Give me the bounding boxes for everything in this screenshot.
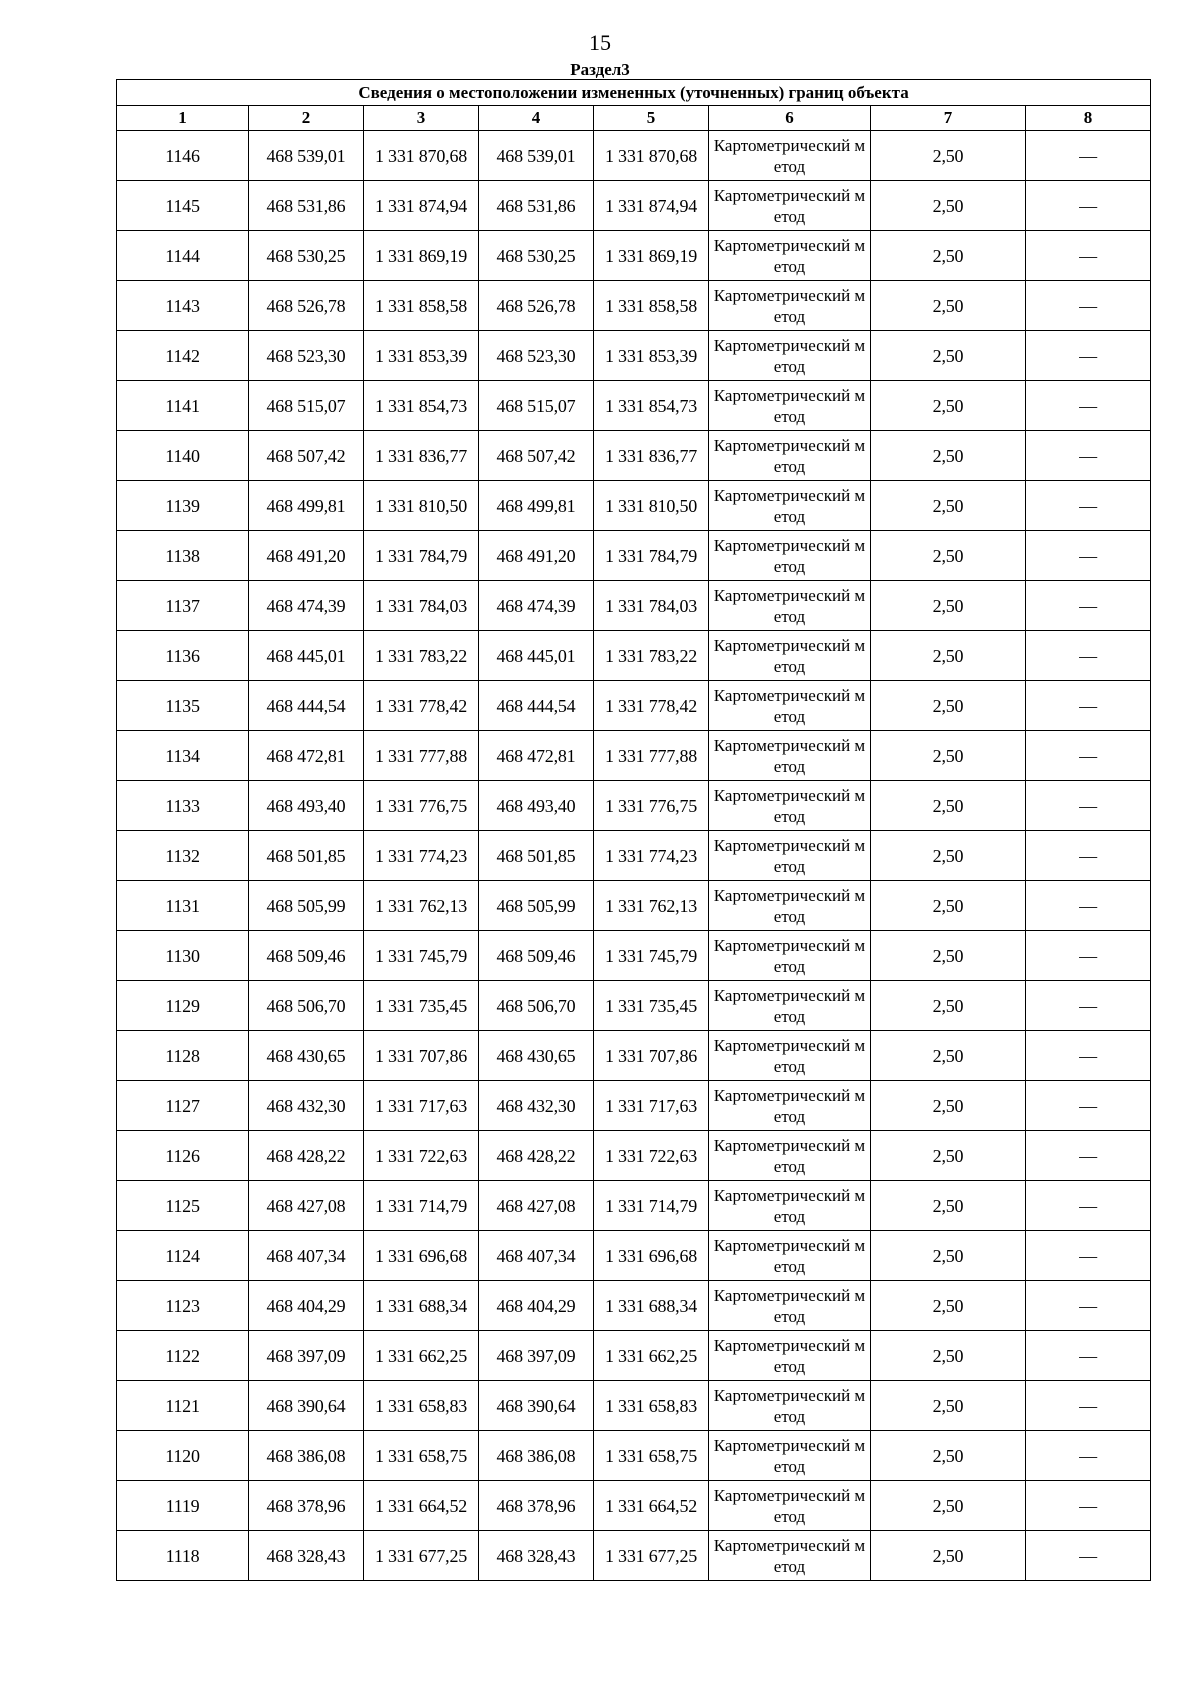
- point-number-cell: 1137: [117, 581, 249, 631]
- accuracy-cell: 2,50: [871, 731, 1026, 781]
- existing-x-cell: 468 505,99: [249, 881, 364, 931]
- existing-y-cell: 1 331 774,23: [364, 831, 479, 881]
- column-number: 7: [871, 106, 1026, 131]
- refined-x-cell: 468 390,64: [479, 1381, 594, 1431]
- existing-y-cell: 1 331 836,77: [364, 431, 479, 481]
- refined-x-cell: 468 491,20: [479, 531, 594, 581]
- table-row: [117, 781, 1151, 831]
- method-cell: Картометрический метод: [709, 531, 871, 581]
- accuracy-cell: 2,50: [871, 1231, 1026, 1281]
- refined-x-cell: 468 499,81: [479, 481, 594, 531]
- note-cell: —: [1026, 131, 1151, 181]
- note-cell: —: [1026, 1181, 1151, 1231]
- refined-y-cell: 1 331 869,19: [594, 231, 709, 281]
- existing-y-cell: 1 331 784,03: [364, 581, 479, 631]
- method-cell: Картометрический метод: [709, 1031, 871, 1081]
- refined-x-cell: 468 523,30: [479, 331, 594, 381]
- table-row: [117, 981, 1151, 1031]
- column-number: 2: [249, 106, 364, 131]
- method-cell: Картометрический метод: [709, 881, 871, 931]
- method-cell: Картометрический метод: [709, 1481, 871, 1531]
- refined-x-cell: 468 328,43: [479, 1531, 594, 1581]
- existing-y-cell: 1 331 777,88: [364, 731, 479, 781]
- existing-x-cell: 468 386,08: [249, 1431, 364, 1481]
- existing-x-cell: 468 506,70: [249, 981, 364, 1031]
- refined-x-cell: 468 539,01: [479, 131, 594, 181]
- point-number-cell: 1120: [117, 1431, 249, 1481]
- refined-y-cell: 1 331 870,68: [594, 131, 709, 181]
- point-number-cell: 1140: [117, 431, 249, 481]
- existing-x-cell: 468 509,46: [249, 931, 364, 981]
- method-cell: Картометрический метод: [709, 731, 871, 781]
- table-caption-row: [117, 80, 1151, 106]
- point-number-cell: 1127: [117, 1081, 249, 1131]
- existing-x-cell: 468 378,96: [249, 1481, 364, 1531]
- method-cell: Картометрический метод: [709, 1431, 871, 1481]
- table-row: [117, 631, 1151, 681]
- note-cell: —: [1026, 1381, 1151, 1431]
- note-cell: —: [1026, 831, 1151, 881]
- existing-x-cell: 468 428,22: [249, 1131, 364, 1181]
- note-cell: —: [1026, 1031, 1151, 1081]
- method-cell: Картометрический метод: [709, 931, 871, 981]
- refined-x-cell: 468 404,29: [479, 1281, 594, 1331]
- point-number-cell: 1128: [117, 1031, 249, 1081]
- point-number-cell: 1118: [117, 1531, 249, 1581]
- point-number-cell: 1141: [117, 381, 249, 431]
- refined-y-cell: 1 331 874,94: [594, 181, 709, 231]
- note-cell: —: [1026, 531, 1151, 581]
- refined-y-cell: 1 331 677,25: [594, 1531, 709, 1581]
- refined-x-cell: 468 378,96: [479, 1481, 594, 1531]
- existing-y-cell: 1 331 714,79: [364, 1181, 479, 1231]
- existing-x-cell: 468 491,20: [249, 531, 364, 581]
- refined-x-cell: 468 531,86: [479, 181, 594, 231]
- table-row: [117, 1481, 1151, 1531]
- method-cell: Картометрический метод: [709, 481, 871, 531]
- note-cell: —: [1026, 431, 1151, 481]
- note-cell: —: [1026, 1331, 1151, 1381]
- accuracy-cell: 2,50: [871, 631, 1026, 681]
- method-cell: Картометрический метод: [709, 631, 871, 681]
- refined-y-cell: 1 331 664,52: [594, 1481, 709, 1531]
- existing-x-cell: 468 523,30: [249, 331, 364, 381]
- table-row: [117, 231, 1151, 281]
- table-row: [117, 181, 1151, 231]
- refined-y-cell: 1 331 714,79: [594, 1181, 709, 1231]
- refined-y-cell: 1 331 784,79: [594, 531, 709, 581]
- refined-x-cell: 468 526,78: [479, 281, 594, 331]
- accuracy-cell: 2,50: [871, 431, 1026, 481]
- accuracy-cell: 2,50: [871, 481, 1026, 531]
- method-cell: Картометрический метод: [709, 431, 871, 481]
- existing-y-cell: 1 331 858,58: [364, 281, 479, 331]
- refined-x-cell: 468 472,81: [479, 731, 594, 781]
- existing-y-cell: 1 331 658,75: [364, 1431, 479, 1481]
- refined-y-cell: 1 331 722,63: [594, 1131, 709, 1181]
- existing-x-cell: 468 427,08: [249, 1181, 364, 1231]
- existing-y-cell: 1 331 778,42: [364, 681, 479, 731]
- accuracy-cell: 2,50: [871, 1031, 1026, 1081]
- existing-y-cell: 1 331 810,50: [364, 481, 479, 531]
- note-cell: —: [1026, 731, 1151, 781]
- existing-y-cell: 1 331 870,68: [364, 131, 479, 181]
- note-cell: —: [1026, 1081, 1151, 1131]
- refined-x-cell: 468 506,70: [479, 981, 594, 1031]
- point-number-cell: 1136: [117, 631, 249, 681]
- table-row: [117, 681, 1151, 731]
- point-number-cell: 1133: [117, 781, 249, 831]
- refined-y-cell: 1 331 745,79: [594, 931, 709, 981]
- accuracy-cell: 2,50: [871, 1331, 1026, 1381]
- accuracy-cell: 2,50: [871, 331, 1026, 381]
- column-number: 5: [594, 106, 709, 131]
- column-number: 1: [117, 106, 249, 131]
- table-row: [117, 481, 1151, 531]
- point-number-cell: 1135: [117, 681, 249, 731]
- existing-y-cell: 1 331 853,39: [364, 331, 479, 381]
- existing-x-cell: 468 444,54: [249, 681, 364, 731]
- table-row: [117, 831, 1151, 881]
- accuracy-cell: 2,50: [871, 981, 1026, 1031]
- column-number: 6: [709, 106, 871, 131]
- existing-x-cell: 468 397,09: [249, 1331, 364, 1381]
- method-cell: Картометрический метод: [709, 581, 871, 631]
- method-cell: Картометрический метод: [709, 1131, 871, 1181]
- accuracy-cell: 2,50: [871, 781, 1026, 831]
- refined-y-cell: 1 331 658,75: [594, 1431, 709, 1481]
- section-title: Раздел3: [570, 60, 630, 79]
- existing-x-cell: 468 499,81: [249, 481, 364, 531]
- point-number-cell: 1142: [117, 331, 249, 381]
- note-cell: —: [1026, 1131, 1151, 1181]
- note-cell: —: [1026, 1431, 1151, 1481]
- note-cell: —: [1026, 681, 1151, 731]
- existing-x-cell: 468 474,39: [249, 581, 364, 631]
- refined-x-cell: 468 505,99: [479, 881, 594, 931]
- note-cell: —: [1026, 881, 1151, 931]
- refined-x-cell: 468 430,65: [479, 1031, 594, 1081]
- table-row: [117, 431, 1151, 481]
- column-numbers-row: [117, 106, 1151, 131]
- existing-y-cell: 1 331 869,19: [364, 231, 479, 281]
- refined-x-cell: 468 397,09: [479, 1331, 594, 1381]
- refined-x-cell: 468 493,40: [479, 781, 594, 831]
- accuracy-cell: 2,50: [871, 1531, 1026, 1581]
- column-number: 3: [364, 106, 479, 131]
- note-cell: —: [1026, 281, 1151, 331]
- column-number: 8: [1026, 106, 1151, 131]
- refined-y-cell: 1 331 783,22: [594, 631, 709, 681]
- accuracy-cell: 2,50: [871, 1081, 1026, 1131]
- table-row: [117, 531, 1151, 581]
- table-row: [117, 1031, 1151, 1081]
- existing-y-cell: 1 331 762,13: [364, 881, 479, 931]
- accuracy-cell: 2,50: [871, 1481, 1026, 1531]
- method-cell: Картометрический метод: [709, 1081, 871, 1131]
- existing-y-cell: 1 331 677,25: [364, 1531, 479, 1581]
- refined-x-cell: 468 386,08: [479, 1431, 594, 1481]
- method-cell: Картометрический метод: [709, 381, 871, 431]
- note-cell: —: [1026, 1281, 1151, 1331]
- point-number-cell: 1146: [117, 131, 249, 181]
- refined-x-cell: 468 444,54: [479, 681, 594, 731]
- method-cell: Картометрический метод: [709, 281, 871, 331]
- accuracy-cell: 2,50: [871, 581, 1026, 631]
- accuracy-cell: 2,50: [871, 131, 1026, 181]
- coordinates-table: [116, 79, 1151, 1581]
- method-cell: Картометрический метод: [709, 1331, 871, 1381]
- method-cell: Картометрический метод: [709, 981, 871, 1031]
- point-number-cell: 1122: [117, 1331, 249, 1381]
- refined-y-cell: 1 331 688,34: [594, 1281, 709, 1331]
- note-cell: —: [1026, 1231, 1151, 1281]
- point-number-cell: 1125: [117, 1181, 249, 1231]
- table-row: [117, 731, 1151, 781]
- accuracy-cell: 2,50: [871, 1181, 1026, 1231]
- method-cell: Картометрический метод: [709, 1281, 871, 1331]
- existing-x-cell: 468 515,07: [249, 381, 364, 431]
- existing-x-cell: 468 390,64: [249, 1381, 364, 1431]
- existing-x-cell: 468 430,65: [249, 1031, 364, 1081]
- refined-x-cell: 468 407,34: [479, 1231, 594, 1281]
- table-row: [117, 1181, 1151, 1231]
- refined-y-cell: 1 331 836,77: [594, 431, 709, 481]
- point-number-cell: 1119: [117, 1481, 249, 1531]
- accuracy-cell: 2,50: [871, 181, 1026, 231]
- note-cell: —: [1026, 781, 1151, 831]
- note-cell: —: [1026, 581, 1151, 631]
- refined-y-cell: 1 331 858,58: [594, 281, 709, 331]
- refined-y-cell: 1 331 784,03: [594, 581, 709, 631]
- refined-x-cell: 468 507,42: [479, 431, 594, 481]
- page-number: 15: [589, 30, 611, 55]
- existing-y-cell: 1 331 784,79: [364, 531, 479, 581]
- method-cell: Картометрический метод: [709, 1531, 871, 1581]
- existing-x-cell: 468 404,29: [249, 1281, 364, 1331]
- note-cell: —: [1026, 231, 1151, 281]
- accuracy-cell: 2,50: [871, 881, 1026, 931]
- refined-x-cell: 468 501,85: [479, 831, 594, 881]
- refined-x-cell: 468 509,46: [479, 931, 594, 981]
- existing-x-cell: 468 493,40: [249, 781, 364, 831]
- method-cell: Картометрический метод: [709, 1381, 871, 1431]
- point-number-cell: 1134: [117, 731, 249, 781]
- point-number-cell: 1126: [117, 1131, 249, 1181]
- table-caption: Сведения о местоположении измененных (уточненных) границ объекта: [117, 80, 1151, 106]
- refined-x-cell: 468 474,39: [479, 581, 594, 631]
- existing-y-cell: 1 331 688,34: [364, 1281, 479, 1331]
- existing-x-cell: 468 407,34: [249, 1231, 364, 1281]
- refined-x-cell: 468 432,30: [479, 1081, 594, 1131]
- refined-y-cell: 1 331 776,75: [594, 781, 709, 831]
- note-cell: —: [1026, 1481, 1151, 1531]
- method-cell: Картометрический метод: [709, 1181, 871, 1231]
- existing-x-cell: 468 531,86: [249, 181, 364, 231]
- note-cell: —: [1026, 181, 1151, 231]
- refined-y-cell: 1 331 735,45: [594, 981, 709, 1031]
- note-cell: —: [1026, 631, 1151, 681]
- column-number: 4: [479, 106, 594, 131]
- existing-y-cell: 1 331 854,73: [364, 381, 479, 431]
- accuracy-cell: 2,50: [871, 931, 1026, 981]
- note-cell: —: [1026, 381, 1151, 431]
- accuracy-cell: 2,50: [871, 531, 1026, 581]
- accuracy-cell: 2,50: [871, 381, 1026, 431]
- note-cell: —: [1026, 931, 1151, 981]
- existing-x-cell: 468 432,30: [249, 1081, 364, 1131]
- refined-x-cell: 468 530,25: [479, 231, 594, 281]
- existing-x-cell: 468 328,43: [249, 1531, 364, 1581]
- table-row: [117, 1131, 1151, 1181]
- existing-y-cell: 1 331 783,22: [364, 631, 479, 681]
- table-row: [117, 1281, 1151, 1331]
- refined-x-cell: 468 427,08: [479, 1181, 594, 1231]
- existing-y-cell: 1 331 722,63: [364, 1131, 479, 1181]
- existing-y-cell: 1 331 707,86: [364, 1031, 479, 1081]
- refined-y-cell: 1 331 658,83: [594, 1381, 709, 1431]
- table-row: [117, 1431, 1151, 1481]
- refined-y-cell: 1 331 717,63: [594, 1081, 709, 1131]
- point-number-cell: 1121: [117, 1381, 249, 1431]
- existing-x-cell: 468 539,01: [249, 131, 364, 181]
- accuracy-cell: 2,50: [871, 231, 1026, 281]
- table-row: [117, 331, 1151, 381]
- refined-y-cell: 1 331 854,73: [594, 381, 709, 431]
- refined-y-cell: 1 331 662,25: [594, 1331, 709, 1381]
- existing-x-cell: 468 530,25: [249, 231, 364, 281]
- note-cell: —: [1026, 481, 1151, 531]
- table-row: [117, 381, 1151, 431]
- existing-y-cell: 1 331 745,79: [364, 931, 479, 981]
- method-cell: Картометрический метод: [709, 231, 871, 281]
- method-cell: Картометрический метод: [709, 831, 871, 881]
- note-cell: —: [1026, 981, 1151, 1031]
- accuracy-cell: 2,50: [871, 1131, 1026, 1181]
- method-cell: Картометрический метод: [709, 331, 871, 381]
- point-number-cell: 1123: [117, 1281, 249, 1331]
- accuracy-cell: 2,50: [871, 281, 1026, 331]
- accuracy-cell: 2,50: [871, 1431, 1026, 1481]
- note-cell: —: [1026, 331, 1151, 381]
- refined-y-cell: 1 331 707,86: [594, 1031, 709, 1081]
- note-cell: —: [1026, 1531, 1151, 1581]
- accuracy-cell: 2,50: [871, 831, 1026, 881]
- table-row: [117, 1331, 1151, 1381]
- table-row: [117, 881, 1151, 931]
- existing-x-cell: 468 507,42: [249, 431, 364, 481]
- table-row: [117, 1531, 1151, 1581]
- method-cell: Картометрический метод: [709, 781, 871, 831]
- refined-x-cell: 468 445,01: [479, 631, 594, 681]
- existing-y-cell: 1 331 696,68: [364, 1231, 479, 1281]
- refined-y-cell: 1 331 777,88: [594, 731, 709, 781]
- existing-y-cell: 1 331 717,63: [364, 1081, 479, 1131]
- refined-y-cell: 1 331 762,13: [594, 881, 709, 931]
- refined-y-cell: 1 331 774,23: [594, 831, 709, 881]
- table-body: [117, 131, 1151, 1581]
- existing-y-cell: 1 331 662,25: [364, 1331, 479, 1381]
- method-cell: Картометрический метод: [709, 681, 871, 731]
- table-row: [117, 1081, 1151, 1131]
- point-number-cell: 1138: [117, 531, 249, 581]
- method-cell: Картометрический метод: [709, 181, 871, 231]
- table-row: [117, 1231, 1151, 1281]
- accuracy-cell: 2,50: [871, 681, 1026, 731]
- table-row: [117, 281, 1151, 331]
- point-number-cell: 1132: [117, 831, 249, 881]
- refined-y-cell: 1 331 810,50: [594, 481, 709, 531]
- point-number-cell: 1124: [117, 1231, 249, 1281]
- table-row: [117, 931, 1151, 981]
- refined-x-cell: 468 515,07: [479, 381, 594, 431]
- table-row: [117, 131, 1151, 181]
- existing-y-cell: 1 331 658,83: [364, 1381, 479, 1431]
- refined-y-cell: 1 331 853,39: [594, 331, 709, 381]
- existing-x-cell: 468 526,78: [249, 281, 364, 331]
- existing-y-cell: 1 331 735,45: [364, 981, 479, 1031]
- point-number-cell: 1143: [117, 281, 249, 331]
- accuracy-cell: 2,50: [871, 1281, 1026, 1331]
- existing-y-cell: 1 331 664,52: [364, 1481, 479, 1531]
- method-cell: Картометрический метод: [709, 131, 871, 181]
- existing-x-cell: 468 501,85: [249, 831, 364, 881]
- table-row: [117, 1381, 1151, 1431]
- refined-y-cell: 1 331 778,42: [594, 681, 709, 731]
- method-cell: Картометрический метод: [709, 1231, 871, 1281]
- point-number-cell: 1144: [117, 231, 249, 281]
- accuracy-cell: 2,50: [871, 1381, 1026, 1431]
- point-number-cell: 1145: [117, 181, 249, 231]
- existing-x-cell: 468 472,81: [249, 731, 364, 781]
- existing-y-cell: 1 331 776,75: [364, 781, 479, 831]
- table-row: [117, 581, 1151, 631]
- refined-x-cell: 468 428,22: [479, 1131, 594, 1181]
- point-number-cell: 1139: [117, 481, 249, 531]
- refined-y-cell: 1 331 696,68: [594, 1231, 709, 1281]
- point-number-cell: 1130: [117, 931, 249, 981]
- point-number-cell: 1131: [117, 881, 249, 931]
- point-number-cell: 1129: [117, 981, 249, 1031]
- existing-y-cell: 1 331 874,94: [364, 181, 479, 231]
- existing-x-cell: 468 445,01: [249, 631, 364, 681]
